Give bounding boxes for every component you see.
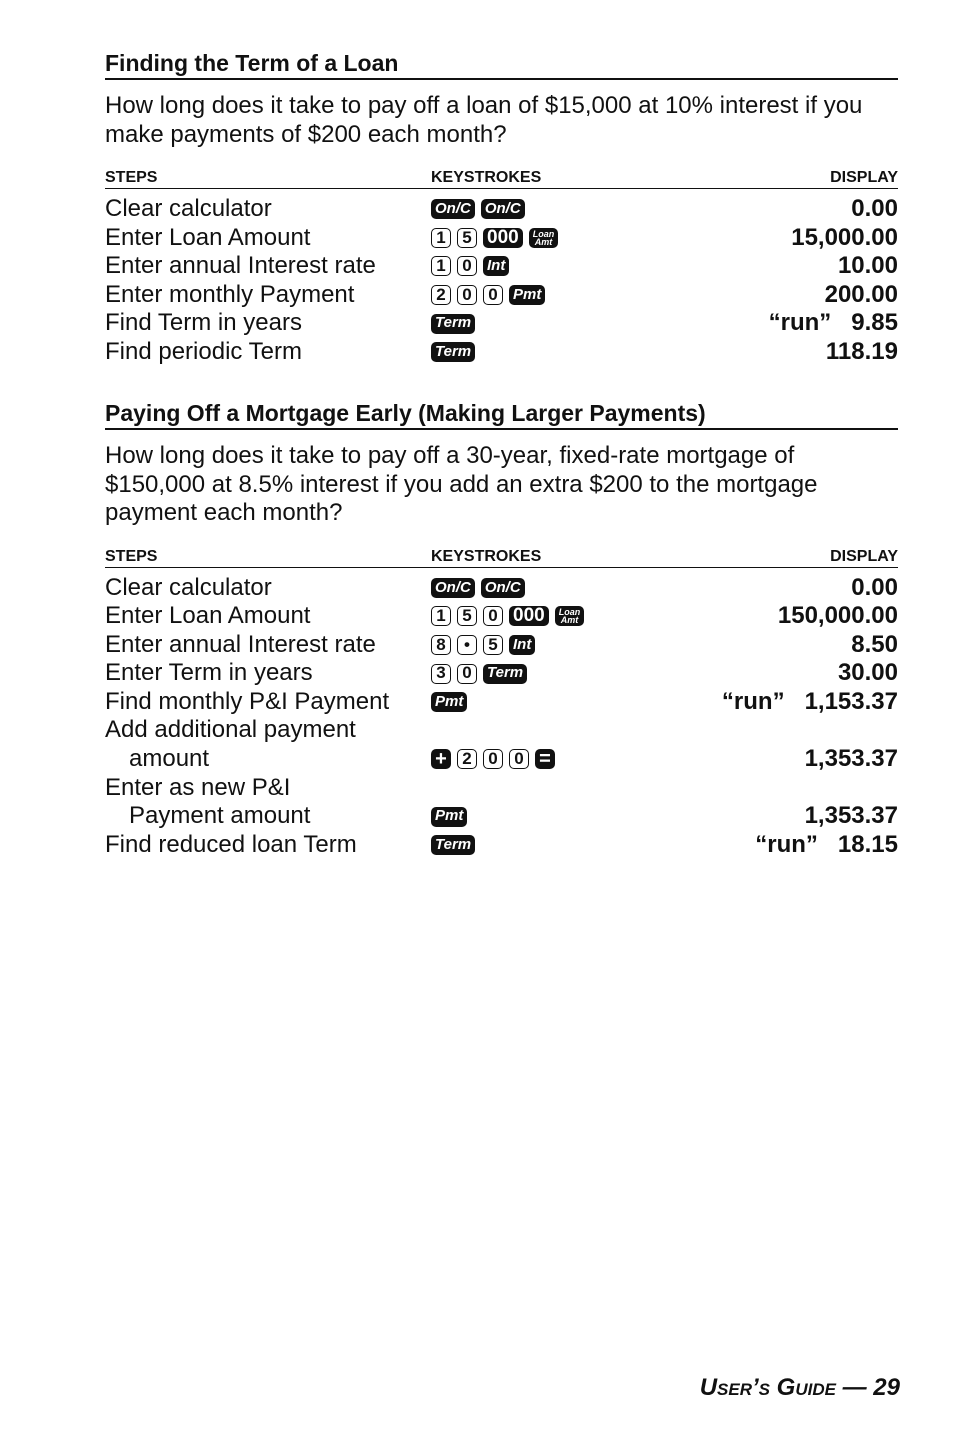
keystroke-sequence (431, 602, 778, 631)
key-fn-icon: Pmt (431, 807, 467, 827)
table-row (105, 774, 898, 831)
table-row (105, 252, 898, 281)
key-label-part: Amt (560, 615, 579, 626)
page-footer: User’s Guide — 29 (699, 1374, 900, 1401)
display-value: 200.00 (824, 280, 898, 308)
step-label: Enter as new P&I (105, 773, 291, 801)
keystrokes-cell (431, 281, 825, 310)
key-label-part: Amt (534, 236, 553, 247)
key-fn-icon: On/C (431, 199, 475, 219)
keystroke-sequence (431, 224, 791, 253)
step-label: Find Term in years (105, 309, 302, 337)
key-num-icon: 0 (457, 285, 477, 305)
key-big-icon: 000 (483, 228, 523, 248)
keystrokes-cell (431, 338, 826, 367)
keystroke-sequence (431, 631, 851, 660)
key-fn-icon: Pmt (509, 285, 545, 305)
key-fn-icon: Pmt (431, 692, 467, 712)
keystroke-sequence (431, 574, 851, 603)
key-fn-icon: Term (431, 342, 475, 362)
table-header (105, 169, 898, 189)
key-fn-icon: Term (431, 314, 475, 334)
keystroke-sequence (431, 745, 805, 774)
key-num-icon: 1 (431, 228, 451, 248)
key-num-icon: 0 (457, 256, 477, 276)
table-header (105, 548, 898, 568)
step-cell (105, 195, 431, 224)
key-label-part: Loan (532, 228, 555, 239)
key-loan-amt-icon (555, 606, 585, 626)
keystrokes-cell (431, 831, 755, 860)
keystroke-sequence (431, 802, 805, 831)
step-label: Find monthly P&I Payment (105, 687, 390, 715)
keystrokes-cell (431, 224, 791, 253)
key-loan-amt-icon (529, 228, 559, 248)
header-display: DISPLAY (830, 547, 898, 565)
display-value: 0.00 (851, 195, 898, 222)
table-row (105, 688, 898, 717)
step-label: Clear calculator (105, 573, 272, 601)
keystrokes-cell (431, 252, 838, 281)
step-cell (105, 309, 431, 338)
section-title: Finding the Term of a Loan (105, 48, 898, 80)
table-row (105, 224, 898, 253)
keystroke-sequence (431, 309, 769, 338)
key-fn-icon: On/C (431, 578, 475, 598)
step-label: Enter annual Interest rate (105, 252, 376, 280)
step-cell (105, 224, 431, 253)
key-num-icon: 0 (483, 749, 503, 769)
header-keystrokes: KEYSTROKES (431, 169, 542, 186)
key-fn-icon: On/C (481, 578, 525, 598)
key-op-icon: + (431, 749, 451, 769)
key-label-part: Loan (558, 607, 581, 618)
table-row (105, 195, 898, 224)
table-row (105, 574, 898, 603)
key-fn-icon: Int (509, 635, 535, 655)
key-num-icon: 2 (431, 285, 451, 305)
key-num-icon: 3 (431, 664, 451, 684)
keystrokes-cell (431, 631, 851, 660)
step-cell (105, 281, 431, 310)
key-num-icon: • (457, 635, 477, 655)
key-num-icon: 5 (457, 228, 477, 248)
key-num-icon: 0 (457, 664, 477, 684)
header-display: DISPLAY (830, 169, 898, 186)
section-mortgage-early (105, 398, 898, 859)
display-value: “run” 1,153.37 (721, 687, 898, 715)
keystrokes-cell (431, 688, 722, 717)
display-value: 1,353.37 (804, 745, 898, 773)
question-text: How long does it take to pay off a loan of $15,000 at 10% interest if you make payments of $200 each month? (105, 92, 863, 148)
step-cell (105, 716, 431, 773)
header-steps: STEPS (105, 547, 158, 565)
keystrokes-cell (431, 574, 851, 603)
table-row (105, 281, 898, 310)
keystrokes-cell (431, 602, 778, 631)
step-label: Add additional payment (105, 716, 356, 744)
key-fn-icon: Term (431, 835, 475, 855)
step-label: Enter annual Interest rate (105, 630, 376, 658)
display-value: 8.50 (851, 630, 898, 658)
table-row (105, 831, 898, 860)
keystroke-sequence (431, 281, 825, 310)
display-value: 0.00 (851, 573, 898, 601)
step-label: amount (129, 745, 210, 773)
key-num-icon: 8 (431, 635, 451, 655)
step-label: Enter monthly Payment (105, 280, 355, 308)
keystrokes-cell (431, 659, 838, 688)
keystrokes-cell (431, 195, 851, 224)
key-num-icon: 0 (509, 749, 529, 769)
step-label: Find periodic Term (105, 337, 302, 365)
header-steps: STEPS (105, 169, 158, 186)
display-value: 118.19 (825, 337, 898, 365)
keystroke-sequence (431, 831, 755, 860)
table-row (105, 716, 898, 773)
key-num-icon: 0 (483, 606, 503, 626)
question-text: How long does it take to pay off a 30-year, fixed-rate mortgage of $150,000 at 8.5% interest if you add an extra $200 to the mortgage payment each month? (105, 442, 818, 526)
keystroke-sequence (431, 659, 838, 688)
step-label: Enter Loan Amount (105, 602, 311, 630)
step-cell (105, 574, 431, 603)
key-num-icon: 0 (483, 285, 503, 305)
table-row (105, 309, 898, 338)
section-title: Paying Off a Mortgage Early (Making Larger Payments) (105, 398, 898, 430)
key-num-icon: 1 (431, 606, 451, 626)
display-value: 10.00 (837, 252, 898, 280)
step-cell (105, 688, 431, 717)
step-label: Enter Loan Amount (105, 223, 311, 251)
key-big-icon: 000 (509, 606, 549, 626)
key-num-icon: 2 (457, 749, 477, 769)
table-row (105, 338, 898, 367)
keystroke-sequence (431, 688, 722, 717)
key-num-icon: 5 (457, 606, 477, 626)
step-cell (105, 631, 431, 660)
keystroke-sequence (431, 338, 826, 367)
step-cell (105, 338, 431, 367)
key-op-icon: = (535, 749, 555, 769)
key-fn-icon: Term (483, 664, 527, 684)
display-value: “run” 18.15 (755, 830, 898, 858)
steps-table (105, 195, 898, 367)
keystrokes-cell (431, 309, 769, 338)
step-label: Payment amount (129, 802, 311, 830)
key-fn-icon: On/C (481, 199, 525, 219)
key-num-icon: 1 (431, 256, 451, 276)
keystroke-sequence (431, 252, 838, 281)
display-value: 15,000.00 (791, 223, 898, 251)
display-value: “run” 9.85 (768, 309, 898, 337)
table-row (105, 659, 898, 688)
section-finding-term (105, 48, 898, 367)
display-value: 30.00 (837, 659, 898, 687)
step-label: Clear calculator (105, 195, 272, 222)
table-row (105, 602, 898, 631)
key-num-icon: 5 (483, 635, 503, 655)
step-label: Find reduced loan Term (105, 830, 357, 858)
step-cell (105, 774, 431, 831)
step-cell (105, 252, 431, 281)
step-cell (105, 831, 431, 860)
keystroke-sequence (431, 195, 851, 224)
key-fn-icon: Int (483, 256, 509, 276)
step-label: Enter Term in years (105, 659, 313, 687)
display-value: 150,000.00 (777, 602, 898, 630)
steps-table (105, 574, 898, 860)
table-row (105, 631, 898, 660)
display-value: 1,353.37 (804, 802, 898, 830)
keystrokes-cell (431, 802, 805, 831)
keystrokes-cell (431, 745, 805, 774)
step-cell (105, 602, 431, 631)
step-cell (105, 659, 431, 688)
header-keystrokes: KEYSTROKES (431, 547, 542, 565)
